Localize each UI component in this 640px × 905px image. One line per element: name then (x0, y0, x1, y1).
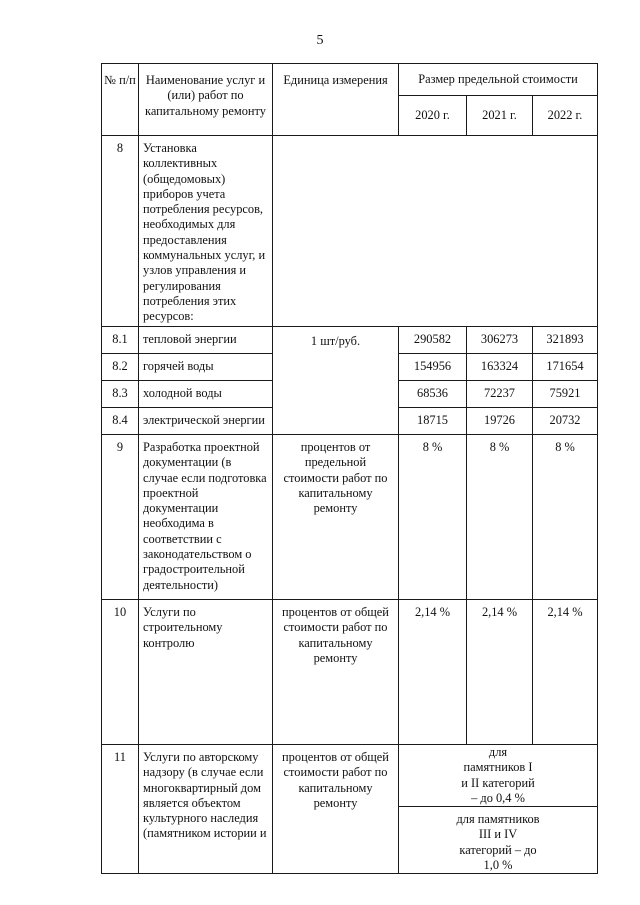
row-value: 75921 (533, 381, 598, 408)
header-name: Наименование услуг и (или) работ по капитальному ремонту (139, 64, 273, 136)
row-num: 10 (102, 600, 139, 745)
row-value: 8 % (399, 435, 467, 600)
row-name: холодной воды (139, 381, 273, 408)
row-unit: процентов от общей стоимости работ по капитальному ремонту (273, 745, 399, 874)
row-empty (273, 136, 598, 327)
page-number: 5 (316, 33, 324, 48)
row-name: тепловой энергии (139, 327, 273, 354)
row-name: Услуги по строительному контролю (139, 600, 273, 745)
row-num: 8.4 (102, 408, 139, 435)
header-num: № п/п (102, 64, 139, 136)
row-value: 72237 (467, 381, 533, 408)
header-year-2021: 2021 г. (467, 96, 533, 136)
row-value: 163324 (467, 354, 533, 381)
category-1-2: для памятников I и II категорий – до 0,4 % (399, 745, 598, 807)
header-year-2020: 2020 г. (399, 96, 467, 136)
row-value: 19726 (467, 408, 533, 435)
row-value: 20732 (533, 408, 598, 435)
table-row (102, 435, 598, 600)
row-value: 154956 (399, 354, 467, 381)
row-value: 8 % (533, 435, 598, 600)
header-unit: Единица измерения (273, 64, 399, 136)
row-value: 8 % (467, 435, 533, 600)
row-value: 306273 (467, 327, 533, 354)
row-name: электрической энергии (139, 408, 273, 435)
header-cost: Размер предельной стоимости (399, 64, 598, 96)
row-value: 2,14 % (399, 600, 467, 745)
row-value: 321893 (533, 327, 598, 354)
table-row (102, 136, 598, 327)
row-unit: 1 шт/руб. (273, 327, 399, 435)
cost-table (101, 63, 598, 874)
table-row (102, 745, 598, 807)
header-year-2022: 2022 г. (533, 96, 598, 136)
row-num: 8.1 (102, 327, 139, 354)
row-num: 8.3 (102, 381, 139, 408)
row-value: 290582 (399, 327, 467, 354)
category-3-4: для памятников III и IV категорий – до 1,0 % (399, 807, 598, 874)
row-name: Услуги по авторскому надзору (в случае если многоквартирный дом является объектом культурного наследия (памятником истории и (139, 745, 273, 874)
row-value: 18715 (399, 408, 467, 435)
row-num: 8 (102, 136, 139, 327)
row-value: 68536 (399, 381, 467, 408)
row-num: 8.2 (102, 354, 139, 381)
table-row (102, 327, 598, 354)
row-unit: процентов от общей стоимости работ по капитальному ремонту (273, 600, 399, 745)
table-row (102, 600, 598, 745)
row-value: 171654 (533, 354, 598, 381)
row-unit: процентов от предельной стоимости работ по капитальному ремонту (273, 435, 399, 600)
row-value: 2,14 % (467, 600, 533, 745)
row-value: 2,14 % (533, 600, 598, 745)
row-num: 11 (102, 745, 139, 874)
row-num: 9 (102, 435, 139, 600)
row-name: Разработка проектной документации (в случае если подготовка проектной документации необходима в соответствии с законодательством о градостроительной деятельности) (139, 435, 273, 600)
row-name: Установка коллективных (общедомовых) приборов учета потребления ресурсов, необходимых для предоставления коммунальных услуг, и узлов управления и регулирования потребления этих ресурсов: (139, 136, 273, 327)
row-name: горячей воды (139, 354, 273, 381)
